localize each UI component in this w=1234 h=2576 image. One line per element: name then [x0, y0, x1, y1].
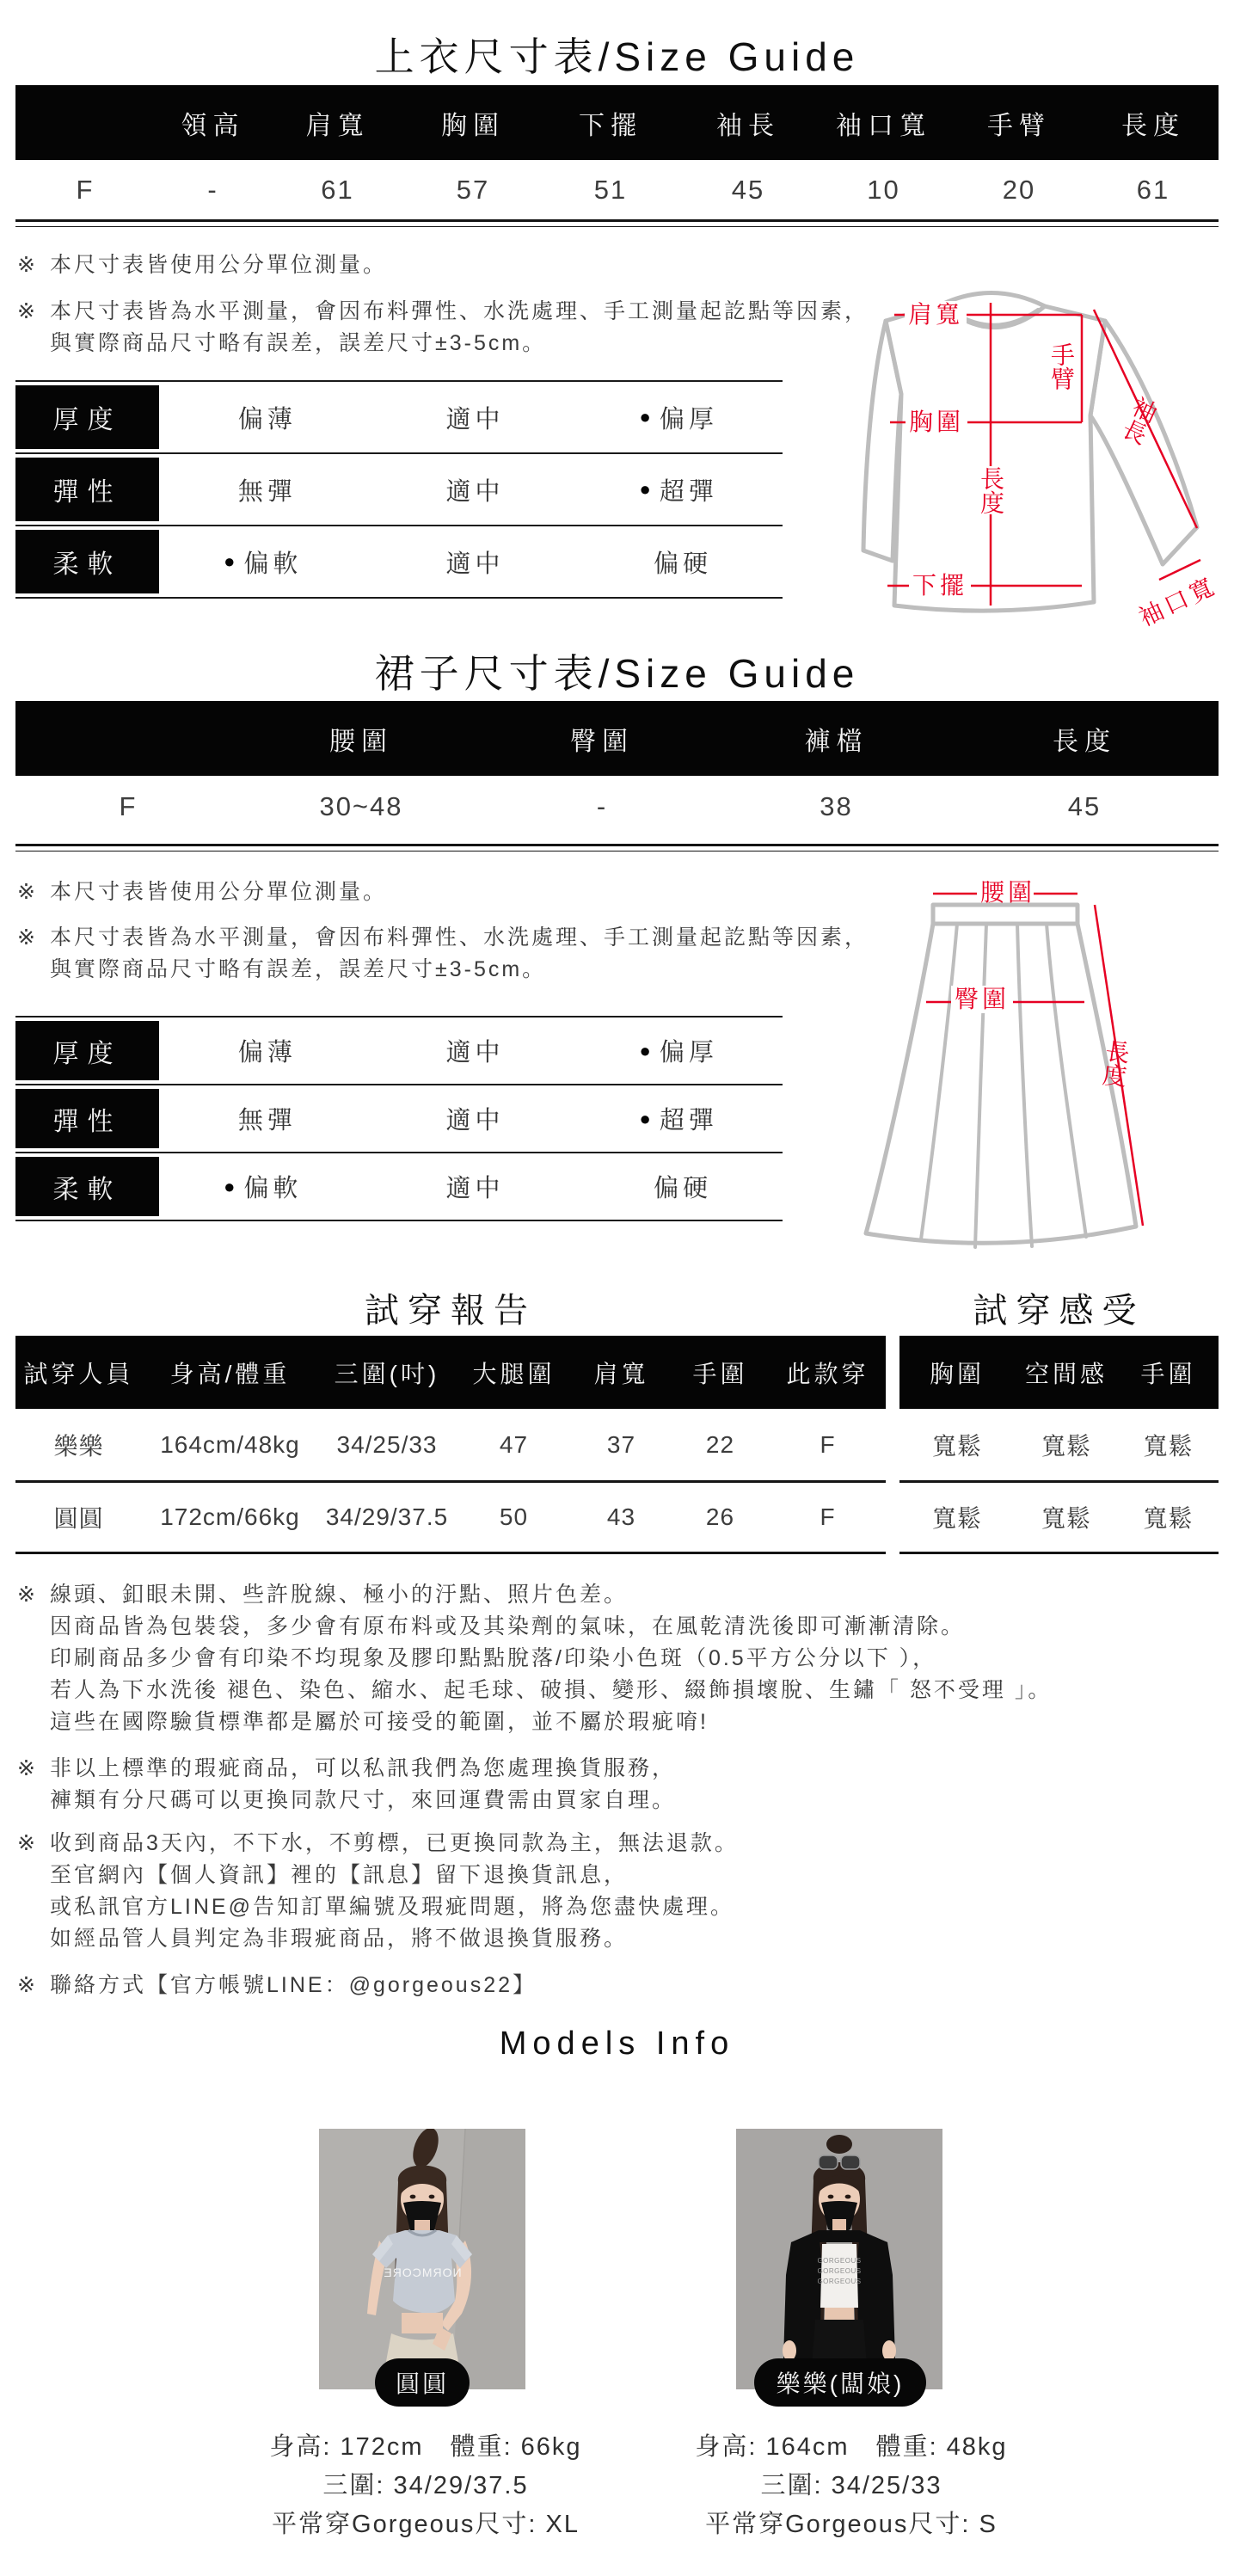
value-cell: -: [596, 791, 608, 821]
skirt-waist-label: 腰圍: [980, 879, 1036, 906]
value-cell: 57: [456, 175, 490, 205]
property-option: 偏薄: [237, 405, 297, 433]
property-option: ● 偏厚: [639, 1039, 718, 1067]
fitting-feel-row: 寬鬆 寬鬆 寬鬆: [931, 1432, 1194, 1460]
note-marker: ※: [17, 1973, 38, 1997]
property-option: 偏薄: [237, 1039, 297, 1067]
note-marker: ※: [17, 1831, 38, 1855]
fitting-feel-header: [899, 1336, 1219, 1409]
note-line: 與實際商品尺寸略有誤差，誤差尺寸±3-5cm。: [50, 331, 547, 355]
value-cell: 61: [321, 175, 354, 205]
property-row-elasticity: [15, 452, 783, 525]
fitting-report-title: 試穿報告: [365, 1292, 537, 1330]
header-cell: 肩寬: [593, 1360, 649, 1387]
value-cell: 38: [820, 791, 853, 821]
property-option: ● 偏厚: [639, 405, 718, 433]
note-marker: ※: [17, 253, 38, 277]
property-option: ● 超彈: [639, 477, 718, 506]
shirt-hem-label: 下擺: [909, 572, 971, 599]
property-label: 厚度: [15, 385, 159, 449]
divider: [15, 1552, 886, 1554]
skirt-size-table-header: [15, 701, 1219, 776]
size-label: F: [76, 175, 95, 205]
model-stats-lele: 身高: 164cm 體重: 48kg 三圍: 34/25/33 平常穿Gorgeous尺寸: S: [695, 2433, 1008, 2538]
property-row-thickness: [15, 1016, 783, 1084]
top-size-table-row: [15, 160, 1219, 220]
header-cell: 長度: [1121, 111, 1185, 140]
shirt-print-text: NORMCORE: [383, 2266, 462, 2279]
property-option: 偏硬: [654, 550, 713, 578]
top-fabric-property-table: [15, 380, 783, 599]
property-label: 柔軟: [15, 1157, 159, 1216]
shirt-chest-label: 胸圍: [906, 409, 967, 436]
selected-dot: ●: [639, 1107, 651, 1129]
property-option: 適中: [445, 405, 505, 433]
top-size-guide-title: 上衣尺寸表/Size Guide: [374, 34, 860, 79]
header-cell: 胸圍: [929, 1360, 985, 1387]
note-marker: ※: [17, 1756, 38, 1780]
skirt-length-label: 長度: [1098, 1037, 1132, 1089]
divider: [15, 219, 1219, 222]
property-option: ● 偏軟: [224, 550, 303, 578]
property-option: 適中: [445, 1107, 505, 1134]
header-cell: 袖口寬: [836, 111, 931, 140]
skirt-fabric-property-table: [15, 1016, 783, 1221]
note-marker: ※: [17, 1583, 38, 1607]
model-stats-yuanyuan: 身高: 172cm 體重: 66kg 三圍: 34/29/37.5 平常穿Gorgeous尺寸: XL: [269, 2433, 582, 2538]
shirt-arm-label: 手臂: [1048, 342, 1075, 390]
header-cell: 腰圍: [329, 727, 393, 756]
property-row-thickness: [15, 380, 783, 452]
models-info-title: Models Info: [499, 2026, 735, 2062]
model-photo-yuanyuan: [319, 2129, 525, 2389]
selected-dot: ●: [639, 1039, 651, 1061]
property-option: 無彈: [237, 1107, 297, 1134]
shirt-cuff-label: 袖口寬: [1134, 572, 1221, 631]
top-note-1: [17, 249, 387, 281]
skirt-hip-label: 臀圍: [951, 986, 1013, 1013]
property-option: ● 超彈: [639, 1107, 718, 1134]
size-label: F: [119, 791, 138, 821]
disclaimer-quality: ※ 線頭、釦眼未開、些許脫線、極小的汙點、照片色差。 因商品皆為包裝袋，多少會有原布料或及其染劑的氣味，在風乾清洗後即可漸漸清除。 印刷商品多少會有印染不均現象及膠印點點脫落/印染小色斑（0.5平方公分以下 ）， 若人為下水洗後 褪色、染色、縮水、起毛球、破損、變形、綴飾損壞脫、生鏽「 怒不受理 」。 這些在國際驗貨標準都是屬於可接受的範圍，並不屬於瑕疵唷!: [17, 1579, 1052, 1738]
top-print-text: GORGEOUS: [817, 2257, 862, 2265]
note-line: 本尺寸表皆使用公分單位測量。: [50, 253, 388, 277]
selected-dot: ●: [639, 406, 651, 427]
note-marker: ※: [17, 299, 38, 323]
top-print-text: GORGEOUS: [817, 2267, 862, 2275]
property-label: 彈性: [15, 1089, 159, 1148]
disclaimer-exchange: ※ 非以上標準的瑕疵商品，可以私訊我們為您處理換貨服務， 褲類有分尺碼可以更換同款尺寸，來回運費需由買家自理。: [17, 1753, 676, 1817]
divider: [15, 844, 1219, 846]
property-option: 無彈: [237, 477, 297, 506]
top-size-table-header: [15, 85, 1219, 160]
property-option: 適中: [445, 477, 505, 506]
header-cell: 領高: [181, 111, 245, 140]
header-cell: 肩寬: [305, 111, 370, 140]
header-cell: 袖長: [716, 111, 780, 140]
top-note-2: [17, 296, 869, 360]
value-cell: 51: [593, 175, 628, 205]
header-cell: 手圍: [1140, 1360, 1196, 1387]
property-row-elasticity: [15, 1084, 783, 1152]
header-cell: 試穿人員: [23, 1360, 134, 1387]
shirt-length-label: 長度: [975, 466, 1006, 514]
property-label: 柔軟: [15, 530, 159, 593]
header-cell: 空間感: [1024, 1360, 1108, 1387]
note-marker: ※: [17, 925, 38, 950]
property-option: 適中: [445, 550, 505, 578]
top-print-text: GORGEOUS: [817, 2278, 862, 2285]
property-row-softness: [15, 525, 783, 597]
note-line: 本尺寸表皆為水平測量，會因布料彈性、水洗處理、手工測量起訖點等因素，: [50, 299, 869, 323]
model-photo-lele: [736, 2129, 942, 2389]
selected-dot: ●: [224, 1175, 236, 1197]
value-cell: 45: [731, 175, 765, 205]
property-option: 偏硬: [654, 1175, 713, 1202]
note-marker: ※: [17, 880, 38, 904]
value-cell: 20: [1002, 175, 1036, 205]
divider: [15, 226, 1219, 227]
header-cell: 長度: [1053, 727, 1116, 756]
header-cell: 胸圍: [441, 111, 505, 140]
divider: [899, 1552, 1219, 1554]
note-line: 本尺寸表皆使用公分單位測量。: [50, 880, 388, 904]
header-cell: 此款穿: [786, 1360, 869, 1387]
property-option: 適中: [445, 1175, 505, 1202]
skirt-size-guide-title: 裙子尺寸表/Size Guide: [374, 651, 860, 696]
note-line: 與實際商品尺寸略有誤差，誤差尺寸±3-5cm。: [50, 957, 547, 981]
value-cell: 10: [867, 175, 900, 205]
property-row-softness: [15, 1152, 783, 1220]
value-cell: -: [207, 175, 218, 205]
disclaimer-return-policy: ※ 收到商品3天內，不下水，不剪標，已更換同款為主，無法退款。 至官網內【個人資訊】裡的【訊息】留下退換貨訊息， 或私訊官方LINE@告知訂單編號及瑕疵問題，將為您盡快處理。 如經品管人員判定為非瑕疵商品，將不做退換貨服務。: [17, 1828, 739, 1955]
value-cell: 30~48: [319, 791, 403, 821]
skirt-size-table-row: [15, 776, 1219, 838]
header-cell: 手臂: [987, 111, 1051, 140]
skirt-note-2: [17, 922, 869, 986]
fitting-feel-title: 試穿感受: [973, 1292, 1145, 1330]
fitting-report-header: [15, 1336, 886, 1409]
skirt-measurement-diagram: [847, 867, 1234, 1254]
skirt-note-1: [17, 876, 387, 908]
fitting-report-row: 樂樂 164cm/48kg 34/25/33 47 37 22 F: [53, 1430, 836, 1460]
value-cell: 45: [1067, 791, 1102, 821]
selected-dot: ●: [639, 478, 651, 500]
header-cell: 褲檔: [804, 727, 869, 756]
property-option: 適中: [445, 1039, 505, 1067]
selected-dot: ●: [224, 550, 236, 572]
property-label: 厚度: [15, 1021, 159, 1080]
shirt-shoulder-label: 肩寬: [905, 301, 967, 329]
property-option: ● 偏軟: [224, 1175, 303, 1202]
header-cell: 下擺: [579, 111, 642, 140]
value-cell: 61: [1136, 175, 1170, 205]
header-cell: 大腿圍: [472, 1360, 556, 1387]
header-cell: 身高/體重: [169, 1360, 291, 1387]
note-line: 本尺寸表皆為水平測量，會因布料彈性、水洗處理、手工測量起訖點等因素，: [50, 925, 869, 950]
property-label: 彈性: [15, 458, 159, 521]
disclaimer-contact: ※ 聯絡方式【官方帳號LINE：@gorgeous22】: [17, 1970, 537, 2001]
shirt-sleeve-label: 袖長: [1116, 392, 1162, 448]
fitting-feel-row: 寬鬆 寬鬆 寬鬆: [931, 1505, 1194, 1532]
header-cell: 三圍(吋): [334, 1360, 440, 1387]
fitting-report-row: 圓圓 172cm/66kg 34/29/37.5 50 43 26 F: [53, 1503, 836, 1532]
header-cell: 手圍: [692, 1360, 748, 1387]
header-cell: 臀圍: [570, 727, 634, 756]
model-name-badge: 樂樂(闆娘): [754, 2358, 926, 2407]
model-name-badge: 圓圓: [375, 2358, 470, 2407]
